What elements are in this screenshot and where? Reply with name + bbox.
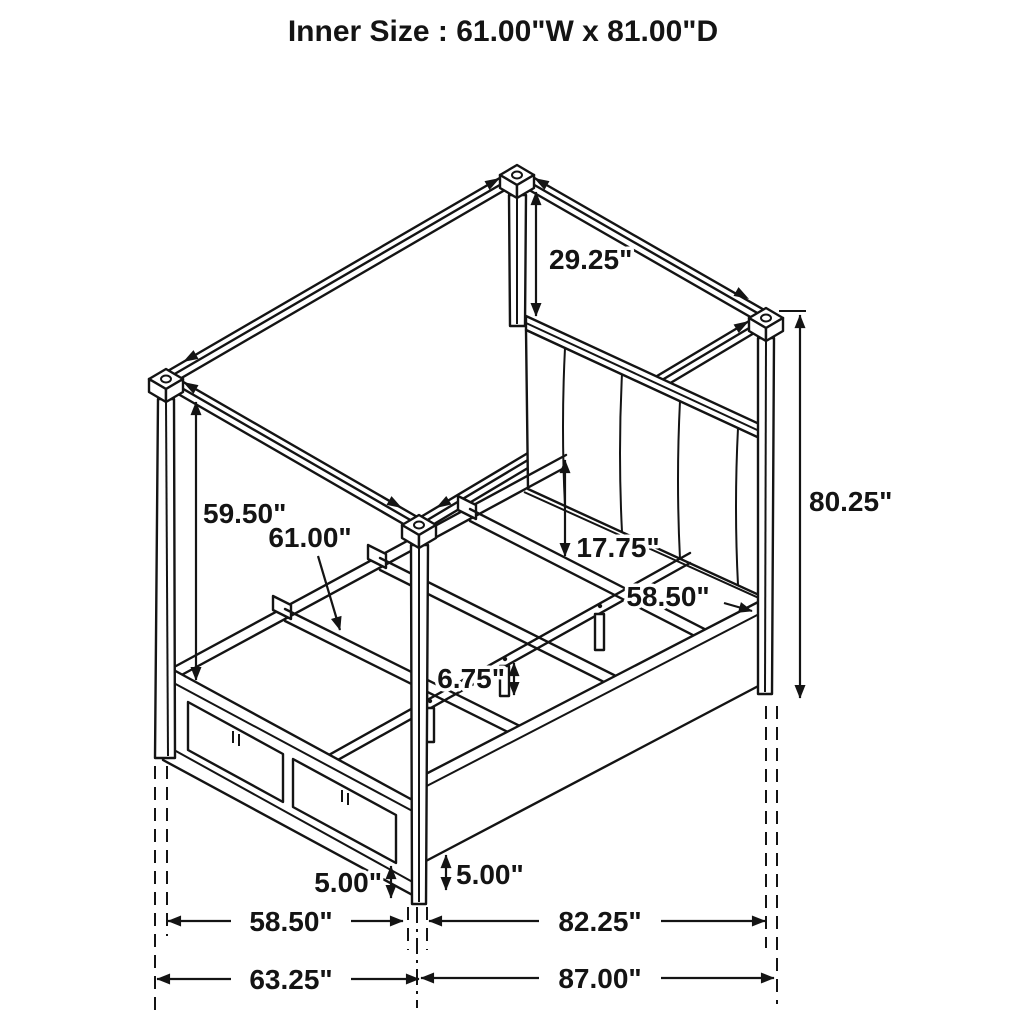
overall-height-label: 80.25" [809,486,893,517]
footboard-span-label: 58.50" [249,906,333,937]
diagram-title: Inner Size : 61.00"W x 81.00"D [287,15,719,48]
support-leg [595,614,604,650]
dim-canopy-to-headboard [536,192,632,316]
footboard-floor-clearance-label: 5.00" [314,867,382,898]
front-post [411,545,428,904]
right-post [758,338,774,694]
right-side-rail [418,600,766,862]
left-post [155,399,175,758]
side-rail-span-label: 82.25" [558,906,642,937]
dim-footboard-floor-clearance [314,866,391,898]
canopy-to-headboard-label: 29.25" [549,244,633,275]
dim-overall-width [157,964,419,995]
left-side-rail [176,455,566,678]
headboard-panel-clearance-label: 17.75" [576,532,660,563]
overall-depth-label: 87.00" [558,963,642,994]
slat-length-label: 61.00" [268,522,352,553]
canopy-post-clearance-label: 59.50" [203,498,287,529]
support-leg-height-label: 6.75" [437,663,505,694]
dim-support-leg-height [437,663,514,695]
dim-side-rail-span [429,906,765,937]
overall-width-label: 63.25" [249,964,333,995]
dim-side-rail-floor-clearance [446,855,524,890]
headboard-width-label: 58.50" [626,581,710,612]
dim-overall-depth [421,963,774,994]
dim-footboard-span [168,906,403,937]
back-post [509,195,526,326]
dim-overall-height [779,311,892,698]
footboard [163,668,418,898]
side-rail-floor-clearance-label: 5.00" [456,859,524,890]
